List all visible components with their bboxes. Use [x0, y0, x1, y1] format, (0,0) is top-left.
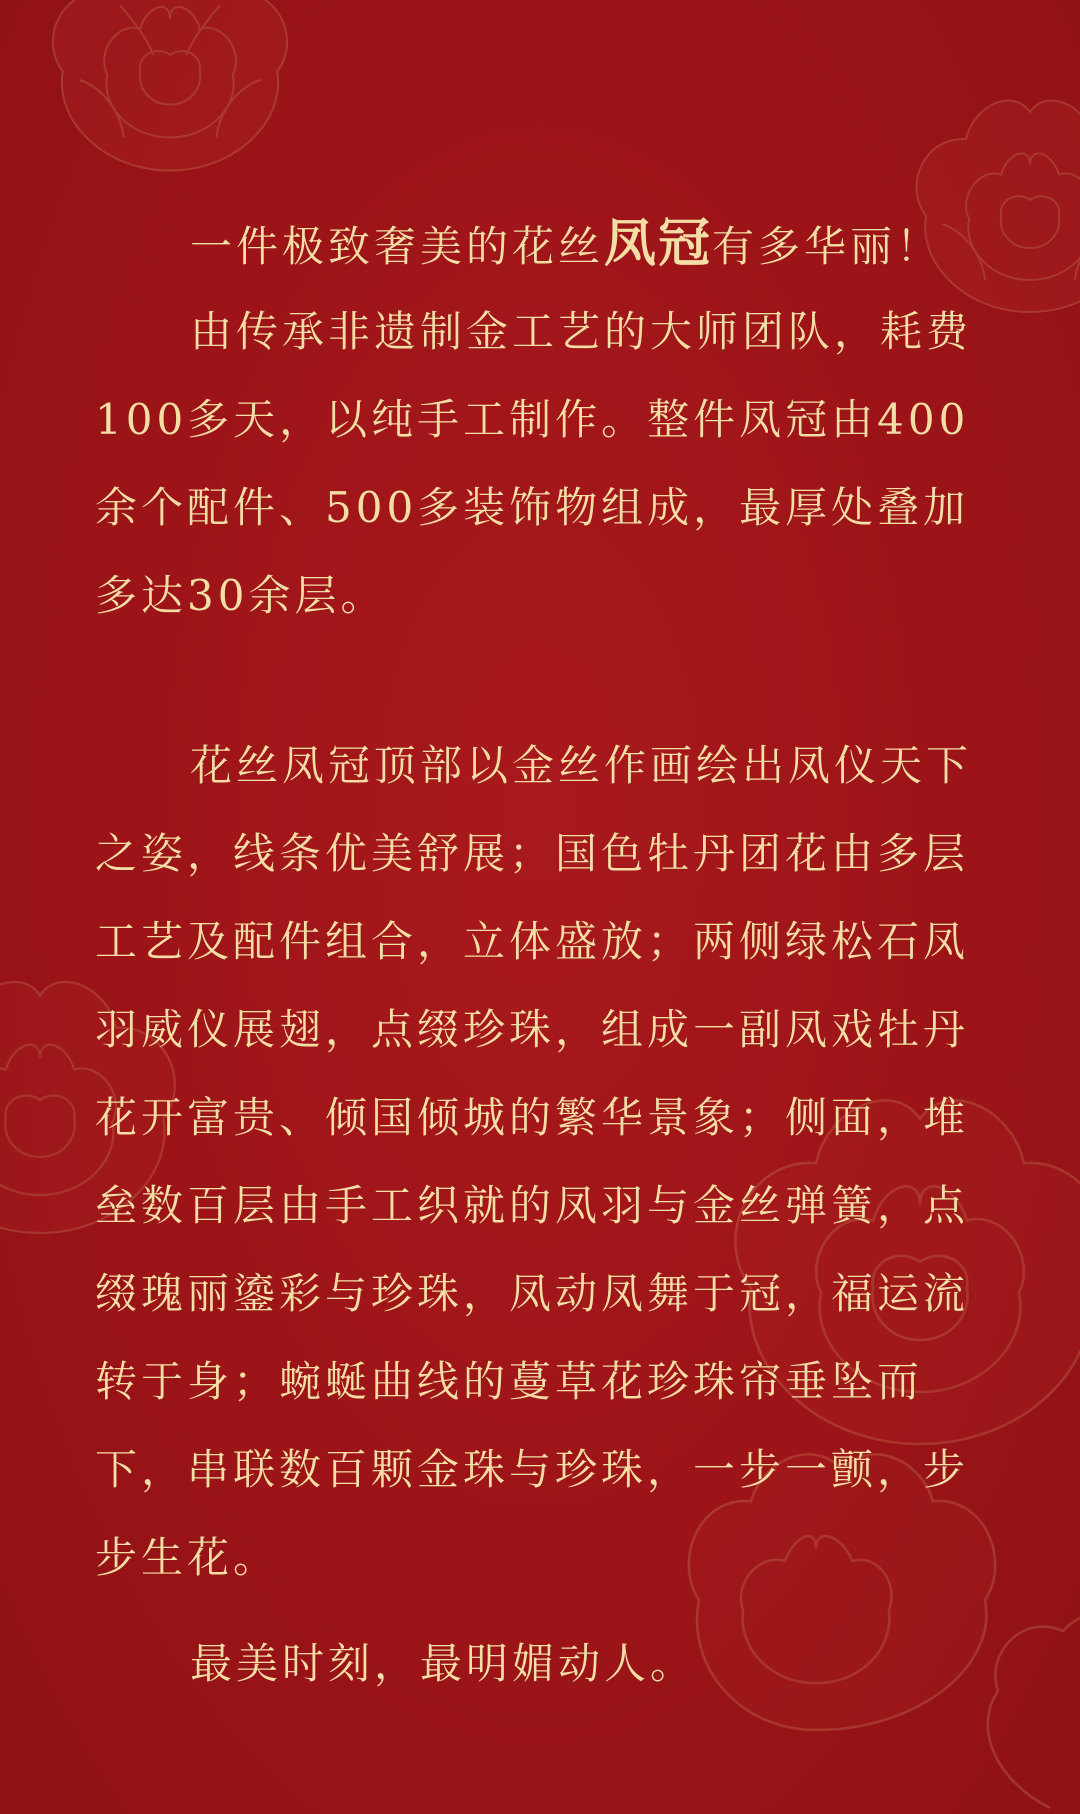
- headline: [95, 200, 990, 291]
- closing-line: 最美时刻，最明媚动人。: [190, 1639, 697, 1688]
- paragraph-craftsmanship: 由传承非遗制金工艺的大师团队，耗费100多天，以纯手工制作。整件凤冠由400余个配件、500多装饰物组成，最厚处叠加多达30余层。: [95, 307, 973, 620]
- headline-lead: 一件极致奢美的花丝: [190, 222, 605, 271]
- peony-flower-icon: [0, 0, 400, 220]
- headline-emphasis: 凤冠: [604, 213, 713, 274]
- headline-tail: 有多华丽！: [712, 222, 943, 271]
- paragraph-design-details: 花丝凤冠顶部以金丝作画绘出凤仪天下之姿，线条优美舒展；国色牡丹团花由多层工艺及配件组合，立体盛放；两侧绿松石凤羽威仪展翅，点缀珍珠，组成一副凤戏牡丹花开富贵、倾国倾城的繁华景象；侧面，堆垒数百层由手工织就的凤羽与金丝弹簧，点缀瑰丽鎏彩与珍珠，凤动凤舞于冠，福运流转于身；蜿蜒曲线的蔓草花珍珠帘垂坠而下，串联数百颗金珠与珍珠，一步一颤，步步生花。: [95, 741, 973, 1582]
